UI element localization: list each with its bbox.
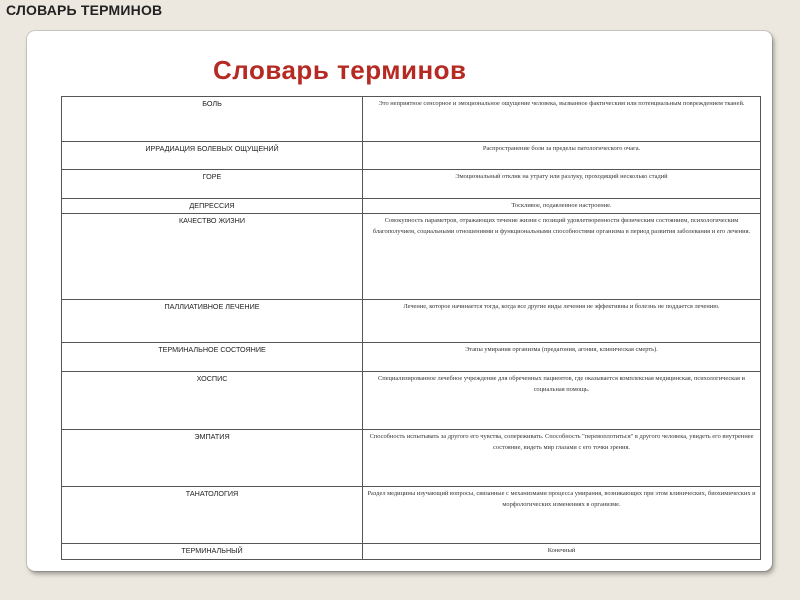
table-row xyxy=(62,97,761,142)
table-row xyxy=(62,214,761,300)
definition-cell: Лечение, которое начинается тогда, когда все другие виды лечения не эффективны и болезнь не поддается лечению. xyxy=(363,300,761,343)
term-cell: ЭМПАТИЯ xyxy=(62,430,363,487)
definition-cell: Распространение боли за пределы патологического очага. xyxy=(363,142,761,170)
table-row xyxy=(62,170,761,199)
table-row xyxy=(62,343,761,372)
definition-cell: Специализированное лечебное учреждение для обреченных пациентов, где оказывается комплексная медицинская, психологическая и социальная помощь. xyxy=(363,372,761,430)
term-cell: ПАЛЛИАТИВНОЕ ЛЕЧЕНИЕ xyxy=(62,300,363,343)
table-row xyxy=(62,430,761,487)
definition-cell: Совокупность параметров, отражающих течение жизни с позиций удовлетворенности физическим состоянием, психологическим благополучием, социальными отношениями и функциональными способностями организма в период развития заболевания и его лечения. xyxy=(363,214,761,300)
definition-cell: Это неприятное сенсорное и эмоциональное ощущение человека, вызванное фактическим или потенциальным повреждением тканей. xyxy=(363,97,761,142)
term-cell: ГОРЕ xyxy=(62,170,363,199)
term-cell: ТАНАТОЛОГИЯ xyxy=(62,487,363,544)
table-row xyxy=(62,487,761,544)
table-row xyxy=(62,142,761,170)
term-cell: ДЕПРЕССИЯ xyxy=(62,199,363,214)
definition-cell: Этапы умирания организма (предагония, агония, клиническая смерть). xyxy=(363,343,761,372)
table-row xyxy=(62,199,761,214)
term-cell: ТЕРМИНАЛЬНЫЙ xyxy=(62,544,363,560)
term-cell: КАЧЕСТВО ЖИЗНИ xyxy=(62,214,363,300)
table-row xyxy=(62,372,761,430)
definition-cell: Способность испытывать за другого его чувства, сопереживать. Способность "перевоплотиться" в другого человека, увидеть его внутреннее состояние, видеть мир глазами с его точки зрения. xyxy=(363,430,761,487)
definition-cell: Тоскливое, подавленное настроение. xyxy=(363,199,761,214)
page-label: СЛОВАРЬ ТЕРМИНОВ xyxy=(6,2,163,18)
table-row xyxy=(62,544,761,560)
definition-cell: Эмоциональный отклик на утрату или разлуку, проходящий несколько стадий xyxy=(363,170,761,199)
page-title: Словарь терминов xyxy=(213,55,467,85)
term-cell: ХОСПИС xyxy=(62,372,363,430)
definition-cell: Раздел медицины изучающий вопросы, связанные с механизмами процесса умирания, возникающих при этом клинических, биохимических и морфологических изменениях в организме. xyxy=(363,487,761,544)
definition-cell: Конечный xyxy=(363,544,761,560)
table-row xyxy=(62,300,761,343)
term-cell: ТЕРМИНАЛЬНОЕ СОСТОЯНИЕ xyxy=(62,343,363,372)
glossary-table xyxy=(61,96,761,560)
term-cell: ИРРАДИАЦИЯ БОЛЕВЫХ ОЩУЩЕНИЙ xyxy=(62,142,363,170)
term-cell: БОЛЬ xyxy=(62,97,363,142)
